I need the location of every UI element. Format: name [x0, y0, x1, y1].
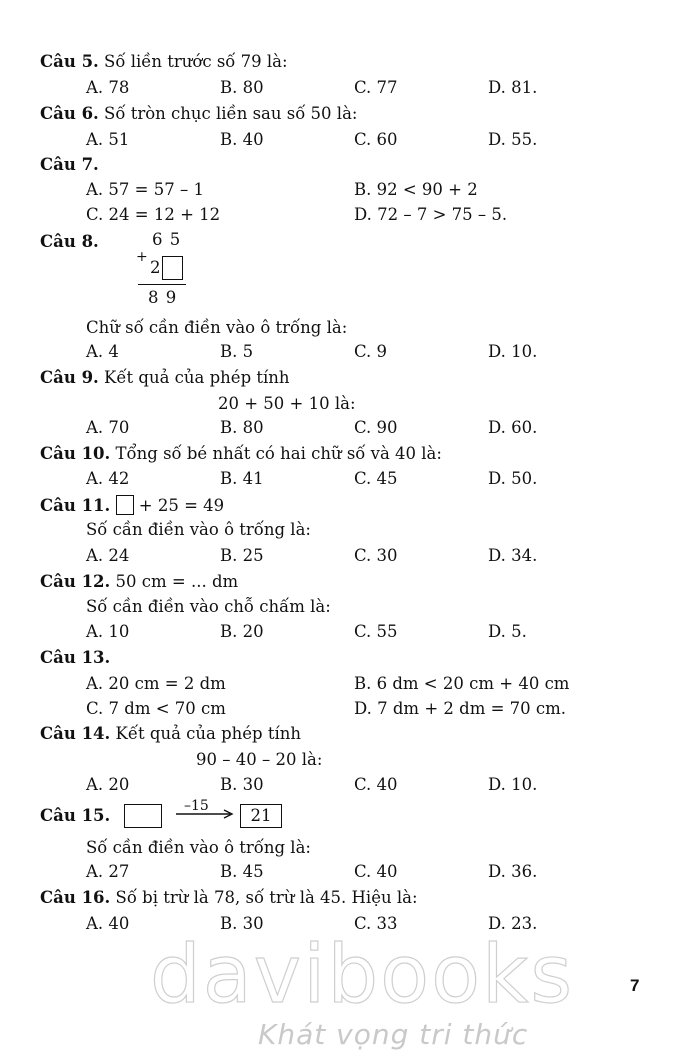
plus-sign: + [136, 249, 148, 265]
option-c: C. 77 [354, 78, 398, 97]
question-expr: 50 cm = ... dm [115, 572, 239, 591]
option-c: C. 7 dm < 70 cm [86, 699, 226, 718]
option-a: A. 10 [86, 622, 130, 641]
question-label: Câu 11. [40, 496, 111, 515]
blank-box [124, 804, 162, 828]
option-d: D. 10. [488, 342, 538, 361]
question-label: Câu 12. [40, 572, 111, 591]
option-c: C. 90 [354, 418, 398, 437]
option-d: D. 34. [488, 546, 538, 565]
option-b: B. 6 dm < 20 cm + 40 cm [354, 674, 570, 693]
question-8-label: Câu 8. [40, 232, 99, 251]
question-text: Số cần điền vào ô trống là: [86, 520, 311, 539]
question-7-label: Câu 7. [40, 155, 99, 174]
option-b: B. 41 [220, 469, 264, 488]
option-c: C. 40 [354, 862, 398, 881]
option-a: A. 42 [86, 469, 130, 488]
question-text: Tổng số bé nhất có hai chữ số và 40 là: [115, 444, 442, 463]
question-text: Kết quả của phép tính [104, 368, 290, 387]
question-label: Câu 16. [40, 888, 111, 907]
option-c: C. 40 [354, 775, 398, 794]
page-number: 7 [630, 976, 640, 995]
option-c: C. 24 = 12 + 12 [86, 205, 221, 224]
option-d: D. 7 dm + 2 dm = 70 cm. [354, 699, 567, 718]
option-b: B. 80 [220, 78, 264, 97]
option-d: D. 5. [488, 622, 527, 641]
option-c: C. 33 [354, 914, 398, 933]
question-text: Số cần điền vào ô trống là: [86, 838, 311, 857]
addend-top: 6 5 [152, 230, 182, 249]
question-label: Câu 10. [40, 444, 111, 463]
question-6 [40, 104, 357, 124]
option-c: C. 9 [354, 342, 388, 361]
option-a: A. 20 cm = 2 dm [86, 674, 226, 693]
question-label: Câu 14. [40, 724, 111, 743]
question-text: Số bị trừ là 78, số trừ là 45. Hiệu là: [115, 888, 418, 907]
sum-line [138, 284, 186, 285]
option-b: B. 5 [220, 342, 254, 361]
question-9 [40, 368, 290, 388]
question-label: Câu 5. [40, 52, 99, 71]
question-14 [40, 724, 301, 744]
option-a: A. 57 = 57 – 1 [86, 180, 204, 199]
question-5 [40, 52, 288, 72]
question-expr: 90 – 40 – 20 là: [196, 750, 323, 769]
option-d: D. 23. [488, 914, 538, 933]
option-d: D. 72 – 7 > 75 – 5. [354, 205, 508, 224]
option-b: B. 20 [220, 622, 264, 641]
sum-result: 8 9 [148, 288, 178, 307]
question-13-label: Câu 13. [40, 648, 111, 667]
question-11 [40, 495, 224, 516]
option-c: C. 45 [354, 469, 398, 488]
option-a: A. 27 [86, 862, 130, 881]
option-c: C. 55 [354, 622, 398, 641]
question-expr: 20 + 50 + 10 là: [218, 394, 356, 413]
option-a: A. 78 [86, 78, 130, 97]
option-b: B. 45 [220, 862, 264, 881]
option-c: C. 30 [354, 546, 398, 565]
option-d: D. 10. [488, 775, 538, 794]
option-a: A. 4 [86, 342, 119, 361]
option-d: D. 60. [488, 418, 538, 437]
question-16 [40, 888, 418, 908]
option-a: A. 24 [86, 546, 130, 565]
option-d: D. 81. [488, 78, 538, 97]
blank-box [162, 256, 183, 280]
question-text: Số cần điền vào chỗ chấm là: [86, 597, 331, 616]
watermark-brand: davibooks [150, 928, 575, 1021]
option-d: D. 50. [488, 469, 538, 488]
option-b: B. 30 [220, 775, 264, 794]
result-box: 21 [240, 804, 282, 828]
blank-box [116, 495, 134, 515]
option-b: B. 30 [220, 914, 264, 933]
option-b: B. 40 [220, 130, 264, 149]
option-a: A. 70 [86, 418, 130, 437]
right-arrow-icon [176, 808, 236, 820]
option-c: C. 60 [354, 130, 398, 149]
option-b: B. 92 < 90 + 2 [354, 180, 478, 199]
arrow-label: –15 [184, 798, 209, 814]
question-text: Chữ số cần điền vào ô trống là: [86, 318, 348, 337]
option-d: D. 36. [488, 862, 538, 881]
watermark-slogan: Khát vọng tri thức [258, 1018, 529, 1051]
question-expr: + 25 = 49 [138, 496, 225, 515]
addend-digit: 2 [150, 258, 161, 277]
option-a: A. 40 [86, 914, 130, 933]
question-15-label: Câu 15. [40, 806, 111, 825]
option-b: B. 80 [220, 418, 264, 437]
option-b: B. 25 [220, 546, 264, 565]
question-text: Số liền trước số 79 là: [104, 52, 288, 71]
question-text: Kết quả của phép tính [115, 724, 302, 743]
question-10 [40, 444, 442, 464]
question-12 [40, 572, 238, 592]
option-d: D. 55. [488, 130, 538, 149]
question-text: Số tròn chục liền sau số 50 là: [104, 104, 358, 123]
question-label: Câu 9. [40, 368, 99, 387]
question-label: Câu 6. [40, 104, 99, 123]
option-a: A. 51 [86, 130, 130, 149]
option-a: A. 20 [86, 775, 130, 794]
